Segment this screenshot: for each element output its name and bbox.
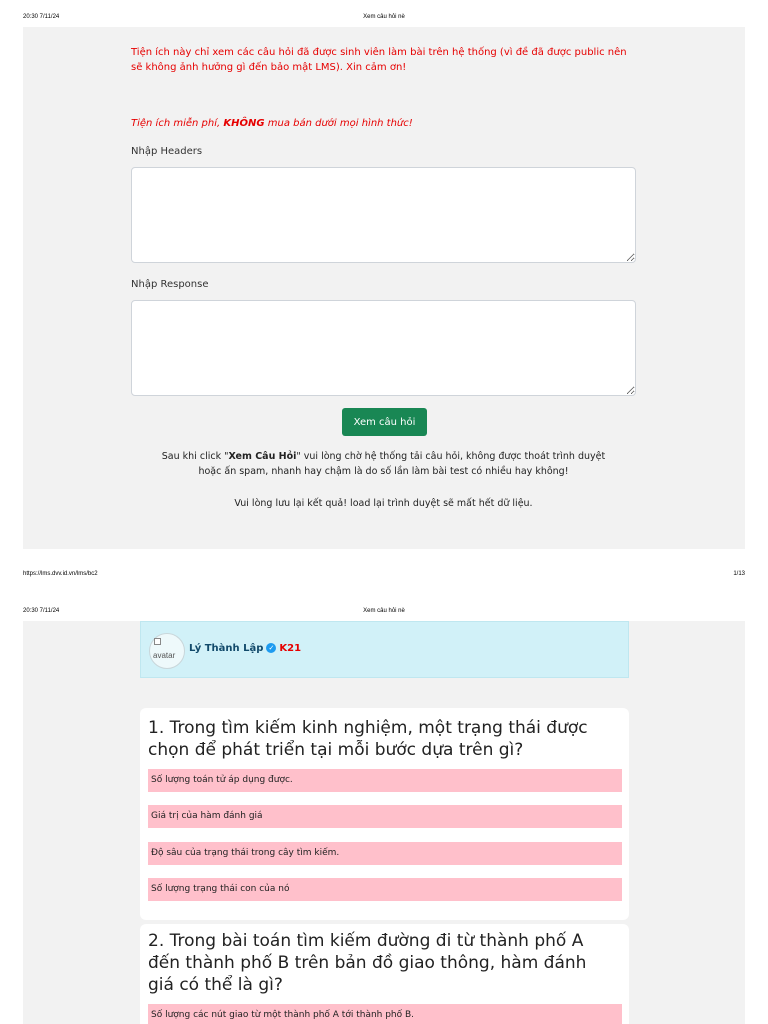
user-info [189, 643, 301, 654]
view-questions-button[interactable]: Xem câu hỏi [342, 408, 427, 436]
instructions-line-2: hoặc ấn spam, nhanh hay chậm là do số lần làm bài test có nhiều hay không! [198, 466, 569, 477]
avatar [149, 633, 185, 669]
question-card [140, 924, 629, 1024]
print-datetime: 20:30 7/11/24 [23, 14, 60, 20]
notice-line-1: Tiện ích này chỉ xem các câu hỏi đã được sinh viên làm bài trên hệ thống (vì đề đã được public nên [131, 47, 627, 58]
free-notice [131, 116, 651, 131]
question-title: 2. Trong bài toán tìm kiếm đường đi từ thành phố A đến thành phố B trên bản đồ giao thông, hàm đánh giá có thể là gì? [148, 931, 587, 995]
answer-option[interactable]: Số lượng toán tử áp dụng được. [148, 769, 622, 792]
broken-image-icon [154, 638, 161, 645]
free-notice-suffix: mua bán dưới mọi hình thức! [264, 118, 413, 129]
print-page-number: 1/13 [733, 571, 745, 577]
notice-line-2: sẽ không ảnh hưởng gì đến bảo mật LMS). Xin cảm ơn! [131, 62, 407, 73]
check-badge-icon: ✓ [266, 643, 276, 653]
response-input[interactable] [131, 300, 636, 396]
class-badge: K21 [279, 643, 302, 654]
print-title: Xem câu hỏi nè [363, 14, 405, 20]
save-warning: Vui lòng lưu lại kết quả! load lại trình duyệt sẽ mất hết dữ liệu. [234, 498, 533, 509]
print-header-2 [0, 606, 768, 618]
answer-option[interactable]: Số lượng trạng thái con của nó [148, 878, 622, 901]
headers-input[interactable] [131, 167, 636, 263]
user-card [140, 621, 629, 678]
instructions-bold: Xem Câu Hỏi [228, 451, 297, 462]
user-name: Lý Thành Lập [189, 643, 264, 654]
print-footer [0, 569, 768, 581]
avatar-alt-text: avatar [153, 651, 176, 660]
print-title-2: Xem câu hỏi nè [363, 608, 405, 614]
question-title: 1. Trong tìm kiếm kinh nghiệm, một trạng thái được chọn để phát triển tại mỗi bước dựa trên gì? [148, 718, 588, 760]
answer-option[interactable]: Độ sâu của trạng thái trong cây tìm kiếm. [148, 842, 622, 865]
instructions-line-1: Sau khi click "Xem Câu Hỏi" vui lòng chờ hệ thống tải câu hỏi, không được thoát trình duyệt [161, 451, 606, 462]
print-url: https://lms.dvv.id.vn/lms/bc2 [23, 571, 98, 577]
answer-option[interactable]: Số lượng các nút giao từ một thành phố A tới thành phố B. [148, 1004, 622, 1024]
question-card [140, 708, 629, 920]
instructions-text [131, 449, 636, 479]
tool-form-section [23, 27, 745, 549]
headers-label: Nhập Headers [131, 146, 203, 157]
questions-section [23, 621, 745, 1024]
print-datetime-2: 20:30 7/11/24 [23, 608, 60, 614]
answer-option[interactable]: Giá trị của hàm đánh giá [148, 805, 622, 828]
print-header [0, 12, 768, 24]
free-notice-prefix: Tiện ích miễn phí, [131, 118, 224, 129]
response-label: Nhập Response [131, 279, 209, 290]
notice-text [131, 45, 651, 75]
free-notice-bold: KHÔNG [223, 118, 265, 129]
